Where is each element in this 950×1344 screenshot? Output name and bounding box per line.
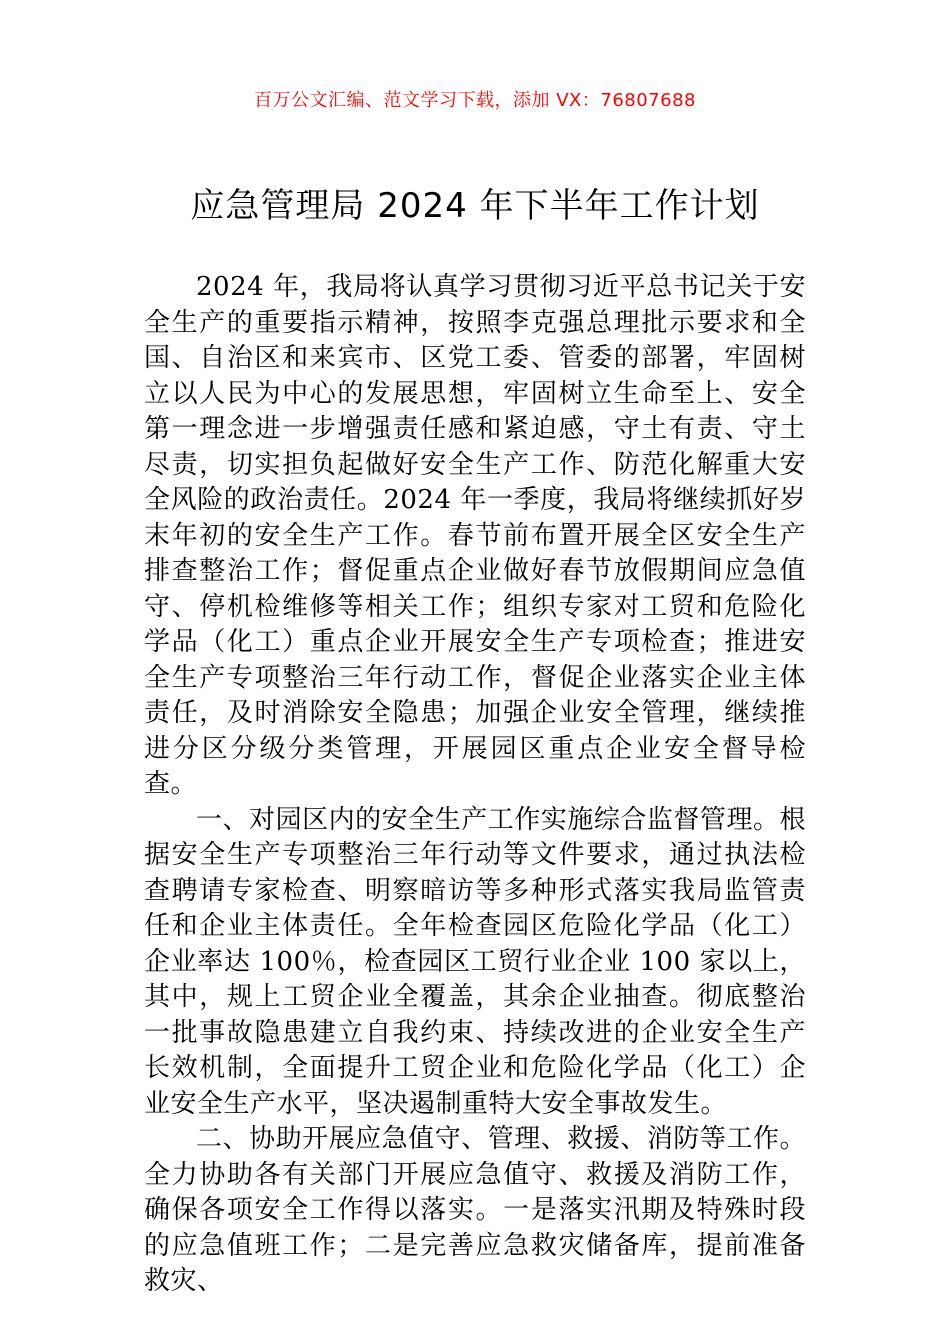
document-body [144,270,806,1300]
header-note: 百万公文汇编、范文学习下载，添加 VX：76807688 [254,90,696,111]
paragraph-section-2: 二、协助开展应急值守、管理、救援、消防等工作。全力协助各有关部门开展应急值守、救援及消防工作，确保各项安全工作得以落实。一是落实汛期及特殊时段的应急值班工作；二是完善应急救灾储备库，提前准备救灾、 [144,1124,806,1296]
document-title: 应急管理局 2024 年下半年工作计划 [190,186,760,226]
paragraph-section-1: 一、对园区内的安全生产工作实施综合监督管理。根据安全生产专项整治三年行动等文件要求，通过执法检查聘请专家检查、明察暗访等多种形式落实我局监管责任和企业主体责任。全年检查园区危险化学品（化工）企业率达 100％，检查园区工贸行业企业 100 家以上，其中，规上工贸企业全覆盖，其余企业抽查。彻底整治一批事故隐患建立自我约束、持续改进的企业安全生产长效机制，全面提升工贸企业和危险化学品（化工）企业安全生产水平，坚决遏制重特大安全事故发生。 [144,804,806,1119]
paragraph-intro: 2024 年，我局将认真学习贯彻习近平总书记关于安全生产的重要指示精神，按照李克强总理批示要求和全国、自治区和来宾市、区党工委、管委的部署，牢固树立以人民为中心的发展思想，牢固树立生命至上、安全第一理念进一步增强责任感和紧迫感，守土有责、守土尽责，切实担负起做好安全生产工作、防范化解重大安全风险的政治责任。2024 年一季度，我局将继续抓好岁末年初的安全生产工作。春节前布置开展全区安全生产排查整治工作；督促重点企业做好春节放假期间应急值守、停机检维修等相关工作；组织专家对工贸和危险化学品（化工）重点企业开展安全生产专项检查；推进安全生产专项整治三年行动工作，督促企业落实企业主体责任，及时消除安全隐患；加强企业安全管理，继续推进分区分级分类管理，开展园区重点企业安全督导检查。 [144,272,806,799]
